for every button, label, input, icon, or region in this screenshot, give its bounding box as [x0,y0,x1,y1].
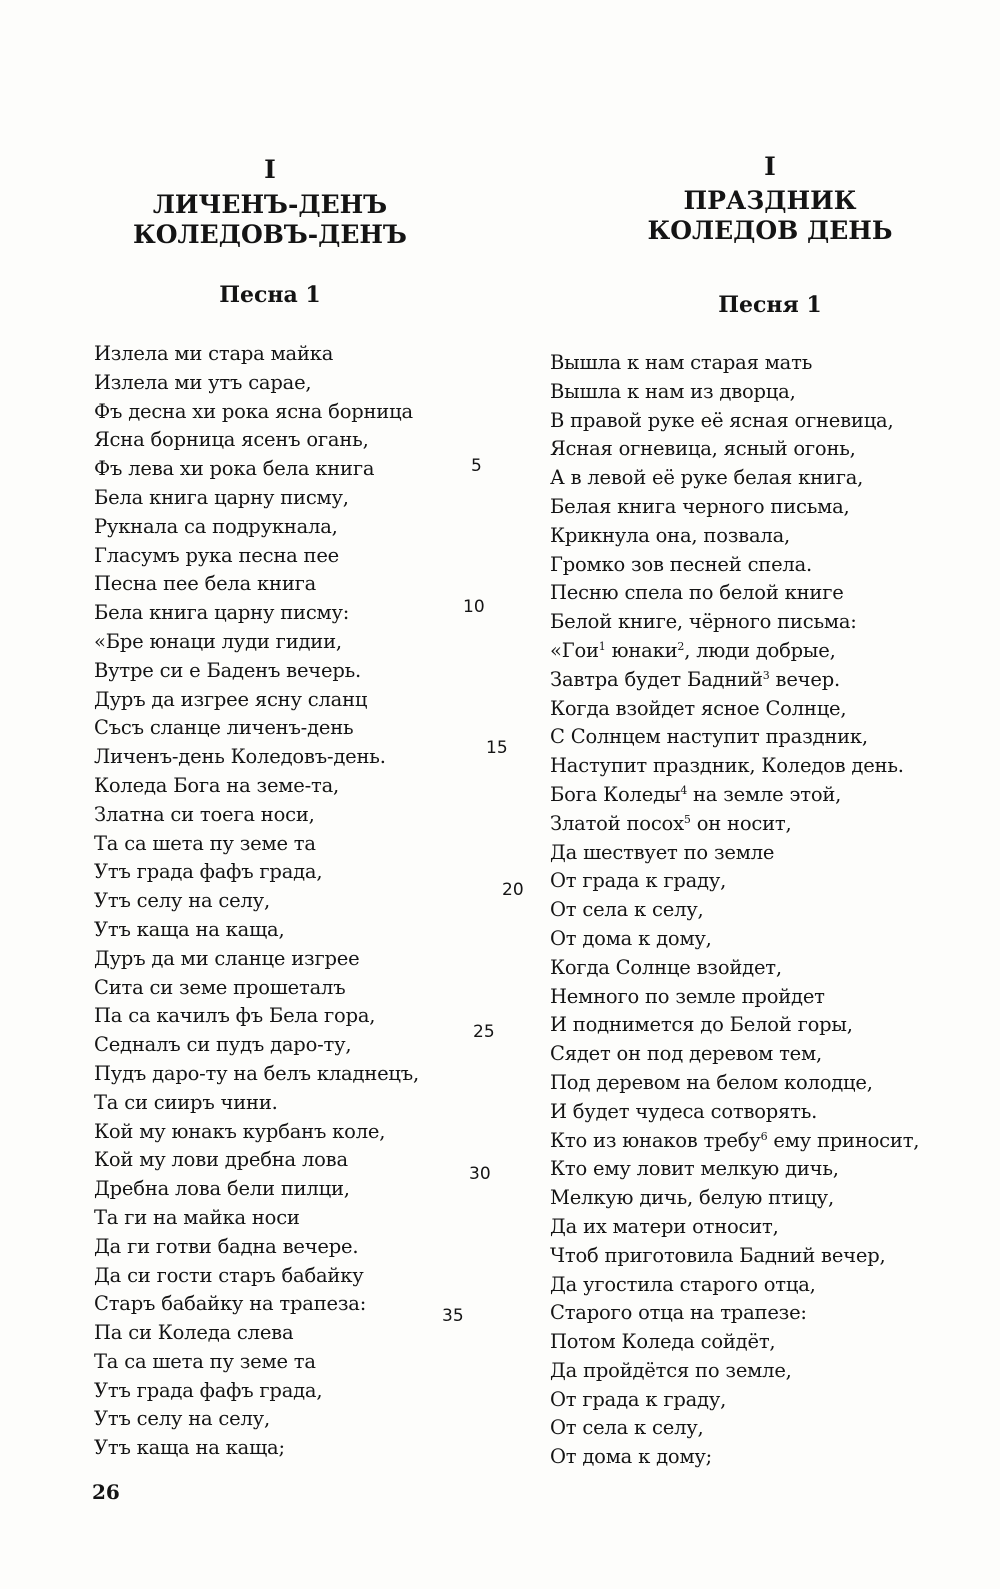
verse-line: Утъ селу на селу, [94,889,270,913]
verse-line: Утъ града фафъ града, [94,1378,323,1402]
verse-line: Немного по земле пройдет [550,984,825,1008]
verse-line: Мелкую дичь, белую птицу, [550,1186,834,1210]
verse-line: Та са шета пу земе та [94,1349,316,1373]
verse-text: Златой посох [550,811,684,835]
footnote-marker[interactable]: 1 [598,639,606,653]
verse-line: Чтоб приготовила Бадний вечер, [550,1243,886,1267]
verse-line: Да пройдётся по земле, [550,1358,792,1382]
verse-line: Излела ми стара майка [94,342,334,365]
verse-line [550,1127,919,1156]
verse-line [550,666,919,695]
verse-line: Да ги готви бадна вечере. [94,1234,359,1258]
verse-line: Па си Коледа слева [94,1321,294,1345]
verse-line: Утъ каща на каща, [94,917,285,941]
verse-line: Ясная огневица, ясный огонь, [550,437,856,461]
footnote-marker[interactable]: 2 [677,639,685,653]
verse-line: Да си гости старъ бабайку [94,1263,364,1287]
verse-line: С Солнцем наступит праздник, [550,725,868,749]
verse-line: И поднимется до Белой горы, [550,1013,853,1037]
verse-line: Златна си тоега носи, [94,802,315,826]
verse-line: Белая книга черного письма, [550,494,850,518]
verse-line: Наступит праздник, Коледов день. [550,754,904,778]
verse-line: Сядет он под деревом тем, [550,1042,822,1066]
verse-line: От села к селу, [550,1416,704,1440]
verse-line: Рукнала са подрукнала, [94,514,338,538]
footnote-marker[interactable]: 4 [680,783,688,797]
verse-text: , люди добрые, [684,638,836,662]
verse-line: Песню спела по белой книге [550,581,844,605]
verse-line: Когда взойдет ясное Солнце, [550,696,847,720]
verse-text: он носит, [690,811,792,835]
verse-text: юнаки [605,638,678,662]
verse-line [550,810,919,839]
verse-line: От дома к дому, [550,926,712,950]
verse-line: Кой му юнакъ курбанъ коле, [94,1119,386,1143]
verse-line: Когда Солнце взойдет, [550,955,782,979]
line-number: 15 [486,738,508,758]
line-number: 30 [469,1164,491,1184]
verse-text: Завтра будет Бадний [550,667,763,691]
verse-line: Потом Коледа сойдёт, [550,1330,776,1354]
verse-line [550,781,919,810]
page-number: 26 [92,1480,120,1504]
verse-line: Та си сииръ чини. [94,1090,278,1114]
verse-line: Та ги на майка носи [94,1205,300,1229]
verse-list [94,340,419,1463]
verse-line: От града к граду, [550,869,727,893]
verse-line: Белой книге, чёрного письма: [550,610,857,634]
verse-text: на земле этой, [687,782,842,806]
verse-line: Дуръ да ми сланце изгрее [94,946,360,970]
verse-line: Вышла к нам старая мать [550,351,813,374]
footnote-marker[interactable]: 6 [760,1129,768,1143]
verse-text: «Гои [550,638,599,662]
verse-line: Старъ бабайку на трапеза: [94,1292,367,1316]
verse-line: От града к граду, [550,1387,727,1411]
section-title-line2: КОЛЕДОВ ДЕНЬ [647,216,893,245]
section-title-line1: ЛИЧЕНЪ-ДЕНЪ [152,190,388,219]
verse-line: Фъ лева хи рока бела книга [94,457,375,481]
verse-line: Кой му лови дребна лова [94,1148,348,1172]
verse-text: вечер. [769,667,840,691]
verse-line: Да угостила старого отца, [550,1272,816,1296]
verse-line: Дребна лова бели пилци, [94,1177,350,1201]
verse-line: Утъ града фафъ града, [94,860,323,884]
verse-line: Бела книга царну писму, [94,485,349,509]
verse-text: Кто из юнаков требу [550,1128,761,1152]
verse-line: Под деревом на белом колодце, [550,1070,873,1094]
verse-line: Пудъ даро-ту на белъ кладнецъ, [94,1061,419,1085]
verse-line: Па са качилъ фъ Бела гора, [94,1004,376,1028]
line-number: 10 [463,597,485,617]
verse-line: Личенъ-день Коледовъ-день. [94,745,386,769]
verse-line: Излела ми утъ сарае, [94,370,312,394]
footnote-marker[interactable]: 5 [683,812,691,826]
verse-line [550,637,919,666]
verse-line: В правой руке её ясная огневица, [550,408,894,432]
verse-line: А в левой её руке белая книга, [550,466,864,490]
verse-line: Бела книга царну писму: [94,601,350,625]
verse-line: Да шествует по земле [550,840,775,864]
verse-line: Фъ десна хи рока ясна борница [94,399,413,423]
verse-line: От села к селу, [550,898,704,922]
verse-line: И будет чудеса сотворять. [550,1099,818,1123]
verse-line: Вутре си е Баденъ вечерь. [94,658,362,682]
song-title: Песня 1 [718,292,822,318]
verse-line: Да их матери относит, [550,1214,779,1238]
verse-line: «Бре юнаци луди гидии, [94,629,342,653]
verse-line: Утъ каща на каща; [94,1436,285,1460]
verse-text: Бога Коледы [550,782,681,806]
verse-line: Песна пее бела книга [94,572,317,596]
verse-line: Утъ селу на селу, [94,1407,270,1431]
verse-line: Коледа Бога на земе-та, [94,773,340,797]
verse-line: Сита си земе прошеталъ [94,975,346,999]
verse-line: Крикнула она, позвала, [550,523,790,547]
verse-line: Ясна борница ясенъ огань, [94,428,369,452]
footnote-marker[interactable]: 3 [762,668,770,682]
verse-line: Дуръ да изгрее ясну сланц [94,687,368,711]
line-number: 20 [502,880,524,900]
verse-line: Кто ему ловит мелкую дичь, [550,1157,839,1181]
section-number: I [764,152,776,181]
section-title-line1: ПРАЗДНИК [683,186,857,215]
verse-line: От дома к дому; [550,1445,713,1469]
verse-line: Та са шета пу земе та [94,831,316,855]
verse-line: Старого отца на трапезе: [550,1301,807,1325]
line-number: 25 [473,1022,495,1042]
verse-list-translation [550,349,919,1472]
verse-line: Седналъ си пудъ даро-ту, [94,1033,352,1057]
song-title: Песна 1 [219,282,321,308]
verse-text: ему приносит, [767,1128,920,1152]
section-title-line2: КОЛЕДОВЪ-ДЕНЪ [133,220,407,249]
verse-line: Съсъ сланце личенъ-день [94,716,354,740]
verse-line: Громко зов песней спела. [550,552,813,576]
line-number: 5 [471,456,482,476]
verse-line: Вышла к нам из дворца, [550,379,796,403]
line-number: 35 [442,1306,464,1326]
section-number: I [264,155,276,184]
verse-line: Гласумъ рука песна пее [94,543,340,567]
